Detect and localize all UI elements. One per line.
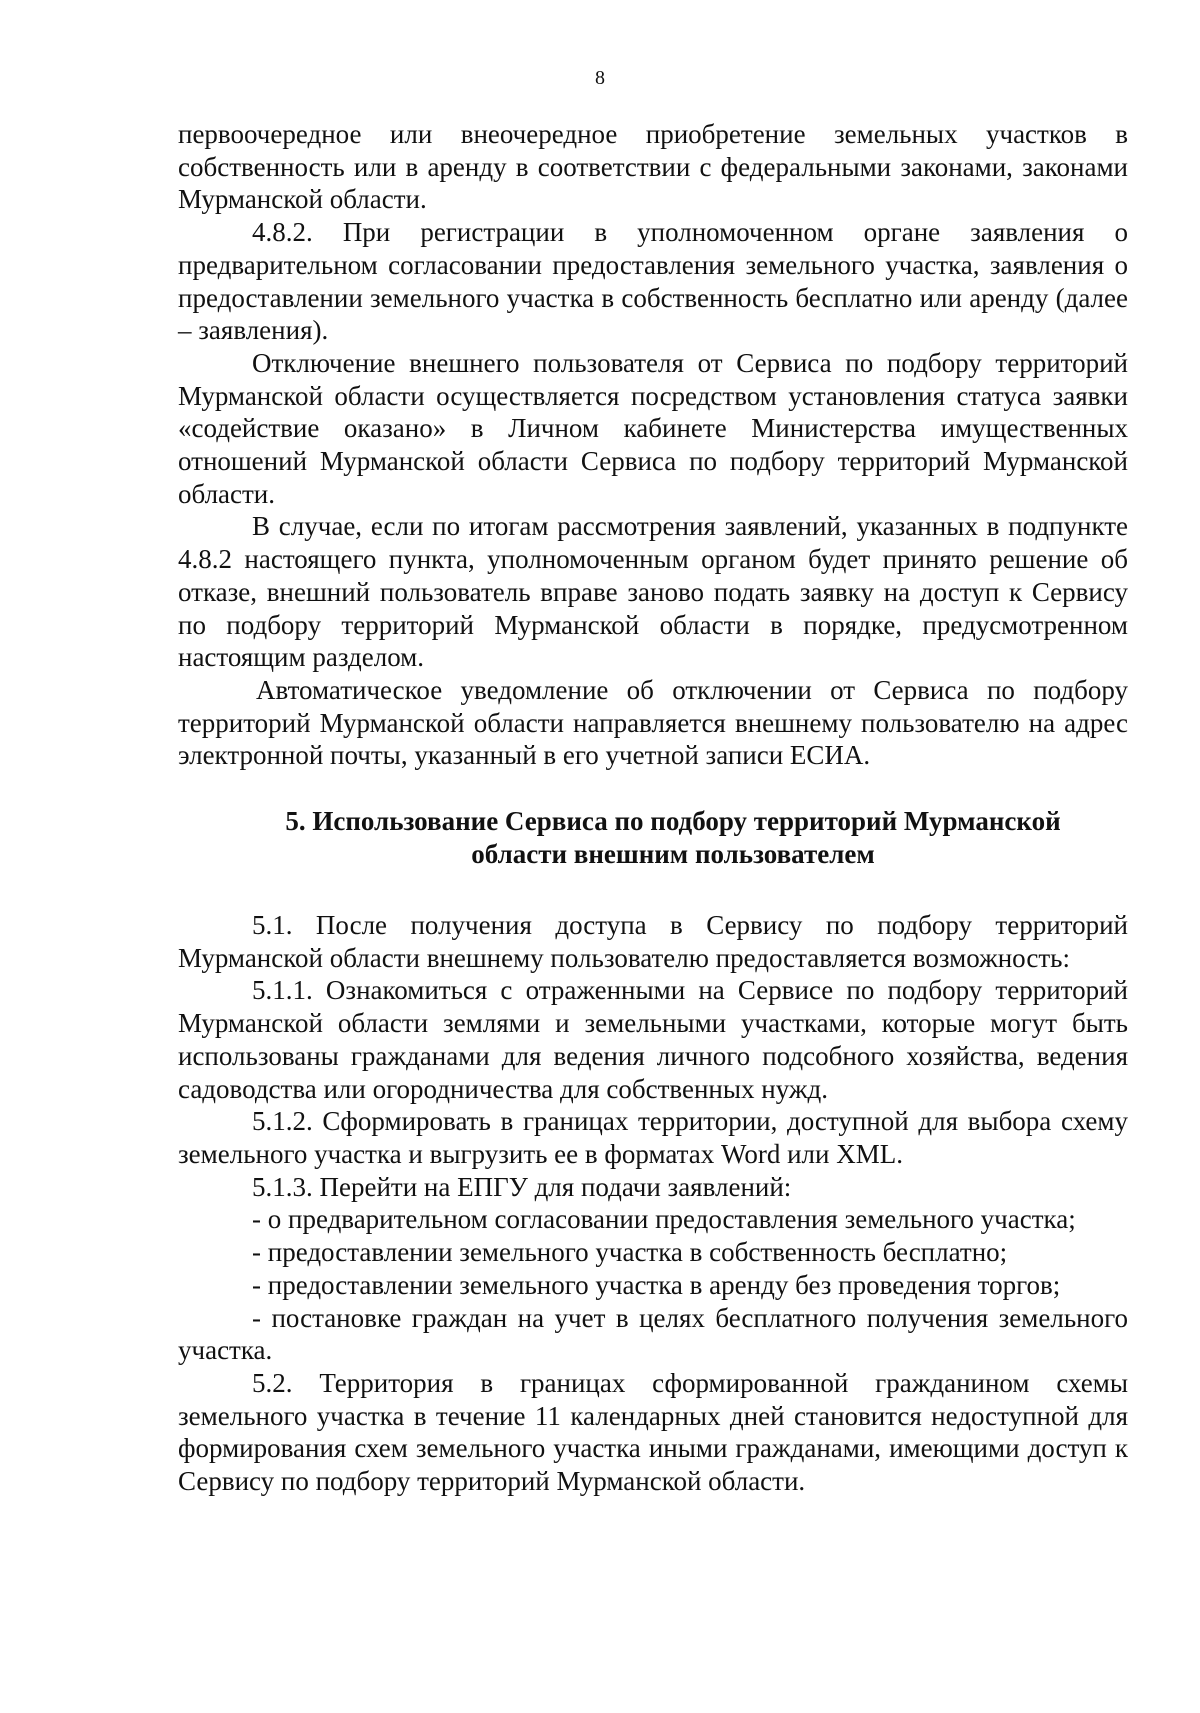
section-heading xyxy=(178,805,1128,871)
list-item: - о предварительном согласовании предоставления земельного участка; xyxy=(252,1204,1076,1235)
page-number: 8 xyxy=(595,67,605,89)
paragraph-notification: Автоматическое уведомление об отключении от Сервиса по подбору территорий Мурманской области направляется внешнему пользователю на адрес электронной почты, указанный в его учетной записи ЕСИА. xyxy=(178,674,1128,771)
paragraph-refusal: В случае, если по итогам рассмотрения заявлений, указанных в подпункте 4.8.2 настоящего пункта, уполномоченным органом будет принято решение об отказе, внешний пользователь вправе заново подать заявку на доступ к Сервису по подбору территорий Мурманской области в порядке, предусмотренном настоящим разделом. xyxy=(178,511,1128,673)
heading-spacer xyxy=(178,871,1128,909)
paragraph-5-1-1: 5.1.1. Ознакомиться с отраженными на Сервисе по подбору территорий Мурманской области землями и земельными участками, которые могут быть использованы гражданами для ведения личного подсобного хозяйства, ведения садоводства или огородничества для собственных нужд. xyxy=(178,975,1128,1104)
paragraph-disconnection: Отключение внешнего пользователя от Сервиса по подбору территорий Мурманской области осуществляется посредством установления статуса заявки «содействие оказано» в Личном кабинете Министерства имущественных отношений Мурманской области Сервиса по подбору территорий Мурманской области. xyxy=(178,347,1128,509)
list-item: - постановке граждан на учет в целях бесплатного получения земельного участка. xyxy=(178,1302,1128,1366)
paragraph-5-1-2: 5.1.2. Сформировать в границах территории, доступной для выбора схему земельного участка и выгрузить ее в форматах Word или XML. xyxy=(178,1106,1128,1169)
list-item: - предоставлении земельного участка в собственность бесплатно; xyxy=(252,1237,1008,1268)
section-heading-line-1: 5. Использование Сервиса по подбору территорий Мурманской xyxy=(285,806,1061,837)
paragraph-5-1-3: 5.1.3. Перейти на ЕПГУ для подачи заявлений: xyxy=(252,1171,792,1202)
section-heading-line-2: области внешним пользователем xyxy=(471,839,875,870)
list-item: - предоставлении земельного участка в аренду без проведения торгов; xyxy=(252,1269,1061,1300)
paragraph-4-8-2: 4.8.2. При регистрации в уполномоченном органе заявления о предварительном согласовании предоставления земельного участка, заявления о предоставлении земельного участка в собственность бесплатно или аренду (далее – заявления). xyxy=(178,217,1128,346)
document-body xyxy=(178,118,1128,1498)
paragraph-continuation: первоочередное или внеочередное приобретение земельных участков в собственность или в аренду в соответствии с федеральными законами, законами Мурманской области. xyxy=(178,119,1128,215)
paragraph-5-2: 5.2. Территория в границах сформированной гражданином схемы земельного участка в течение 11 календарных дней становится недоступной для формирования схем земельного участка иными гражданами, имеющими доступ к Сервису по подбору территорий Мурманской области. xyxy=(178,1367,1128,1497)
paragraph-5-1: 5.1. После получения доступа в Сервису по подбору территорий Мурманской области внешнему пользователю предоставляется возможность: xyxy=(178,910,1128,973)
